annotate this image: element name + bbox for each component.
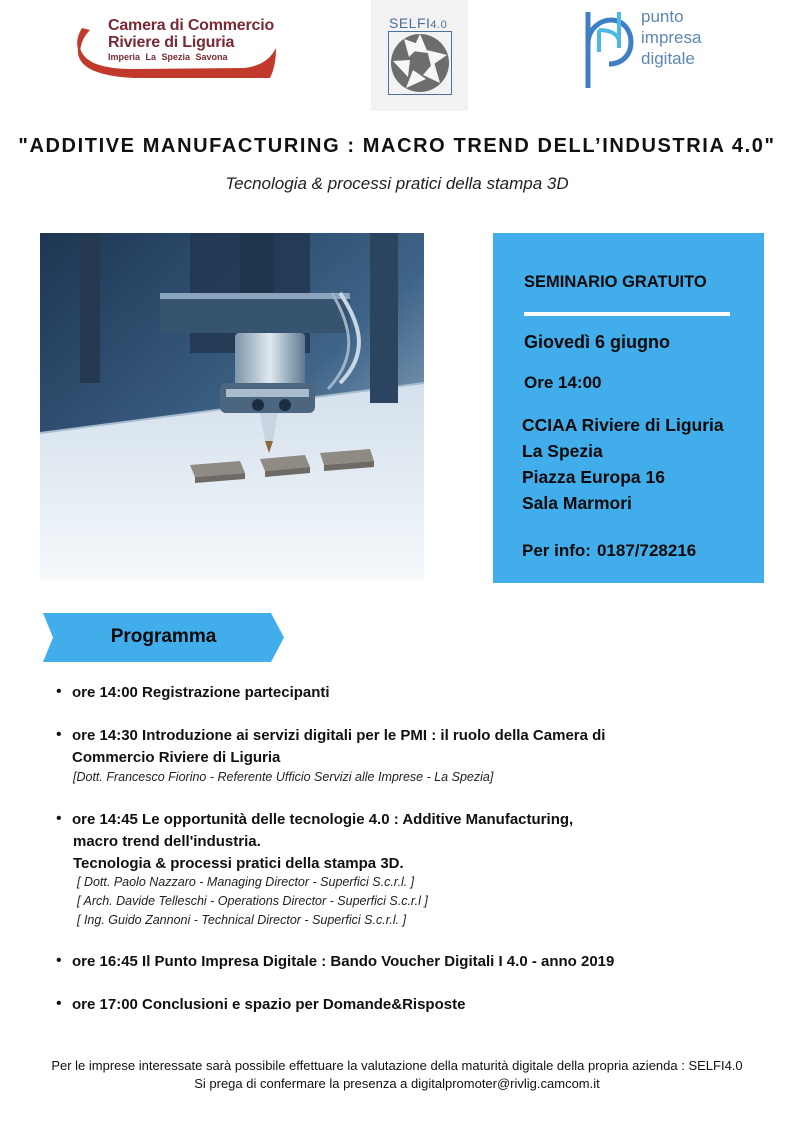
selfi-version: 4.0 (430, 19, 448, 31)
agenda-text: ore 17:00 Conclusioni e spazio per Domande&Risposte (72, 996, 466, 1013)
contact-label: Per info: (522, 541, 591, 560)
speaker-line: [ Ing. Guido Zannoni - Technical Director - Superfici S.c.r.l. ] (77, 913, 407, 927)
agenda-text: macro trend dell'industria. (73, 833, 261, 850)
speaker-line: [ Dott. Paolo Nazzaro - Managing Director - Superfici S.c.r.l. ] (77, 875, 415, 889)
speaker-line: [ Arch. Davide Telleschi - Operations Director - Superfici S.c.r.l ] (77, 894, 428, 908)
page-subtitle: Tecnologia & processi pratici della stampa 3D (225, 174, 569, 193)
contact-info (522, 541, 696, 561)
footer-line-selfi: Per le imprese interessate sarà possibile effettuare la valutazione della maturità digitale della propria azienda : SELFI4.0 (51, 1058, 743, 1073)
event-info-box (493, 233, 764, 583)
programma-label: Programma (110, 626, 217, 647)
venue-line: Sala Marmori (522, 493, 632, 513)
3d-printer-icon (40, 233, 424, 580)
event-date: Giovedì 6 giugno (524, 332, 671, 352)
3d-printer-photo (40, 233, 424, 580)
venue-line: Piazza Europa 16 (522, 467, 665, 487)
bullet-icon: • (56, 810, 62, 827)
bullet-icon: • (56, 995, 62, 1012)
agenda-text: ore 14:00 Registrazione partecipanti (72, 684, 330, 701)
venue-line: CCIAA Riviere di Liguria (522, 415, 724, 435)
seminar-label: SEMINARIO GRATUITO (524, 273, 707, 291)
divider (524, 312, 730, 316)
event-venue (522, 412, 724, 516)
camera-aperture-icon (388, 31, 452, 95)
contact-phone[interactable]: 0187/728216 (596, 541, 697, 560)
agenda-text: ore 14:30 Introduzione ai servizi digitali per le PMI : il ruolo della Camera di (72, 727, 606, 744)
agenda-text: Commercio Riviere di Liguria (72, 749, 281, 766)
event-time: Ore 14:00 (524, 373, 602, 392)
venue-line: La Spezia (522, 441, 603, 461)
speaker-line: [Dott. Francesco Fiorino - Referente Ufficio Servizi alle Imprese - La Spezia] (73, 770, 494, 784)
cciaa-name-line2: Riviere di Liguria (108, 34, 235, 51)
pid-mark-icon (585, 8, 637, 90)
cciaa-logo (74, 14, 276, 82)
programma-banner (43, 613, 284, 662)
selfi-logo (371, 0, 468, 111)
selfi-name: SELFI (389, 15, 431, 31)
footer-note (0, 1057, 794, 1093)
agenda-text: Tecnologia & processi pratici della stampa 3D. (73, 855, 404, 872)
pid-logo (585, 8, 725, 90)
pid-word-digitale: digitale (641, 49, 695, 68)
footer-line-rsvp[interactable]: Si prega di confermare la presenza a digitalpromoter@rivlig.camcom.it (194, 1076, 600, 1091)
cciaa-name-line1: Camera di Commercio (108, 17, 275, 34)
bullet-icon: • (56, 683, 62, 700)
pid-word-punto: punto (641, 7, 684, 26)
agenda-text: ore 14:45 Le opportunità delle tecnologie 4.0 : Additive Manufacturing, (72, 811, 574, 828)
page-title: "ADDITIVE MANUFACTURING : MACRO TREND DELL’INDUSTRIA 4.0" (18, 135, 776, 157)
cciaa-cities: Imperia La Spezia Savona (108, 52, 228, 62)
bullet-icon: • (56, 952, 62, 969)
pid-word-impresa: impresa (641, 28, 702, 47)
agenda-text: ore 16:45 Il Punto Impresa Digitale : Bando Voucher Digitali I 4.0 - anno 2019 (72, 953, 615, 970)
bullet-icon: • (56, 726, 62, 743)
